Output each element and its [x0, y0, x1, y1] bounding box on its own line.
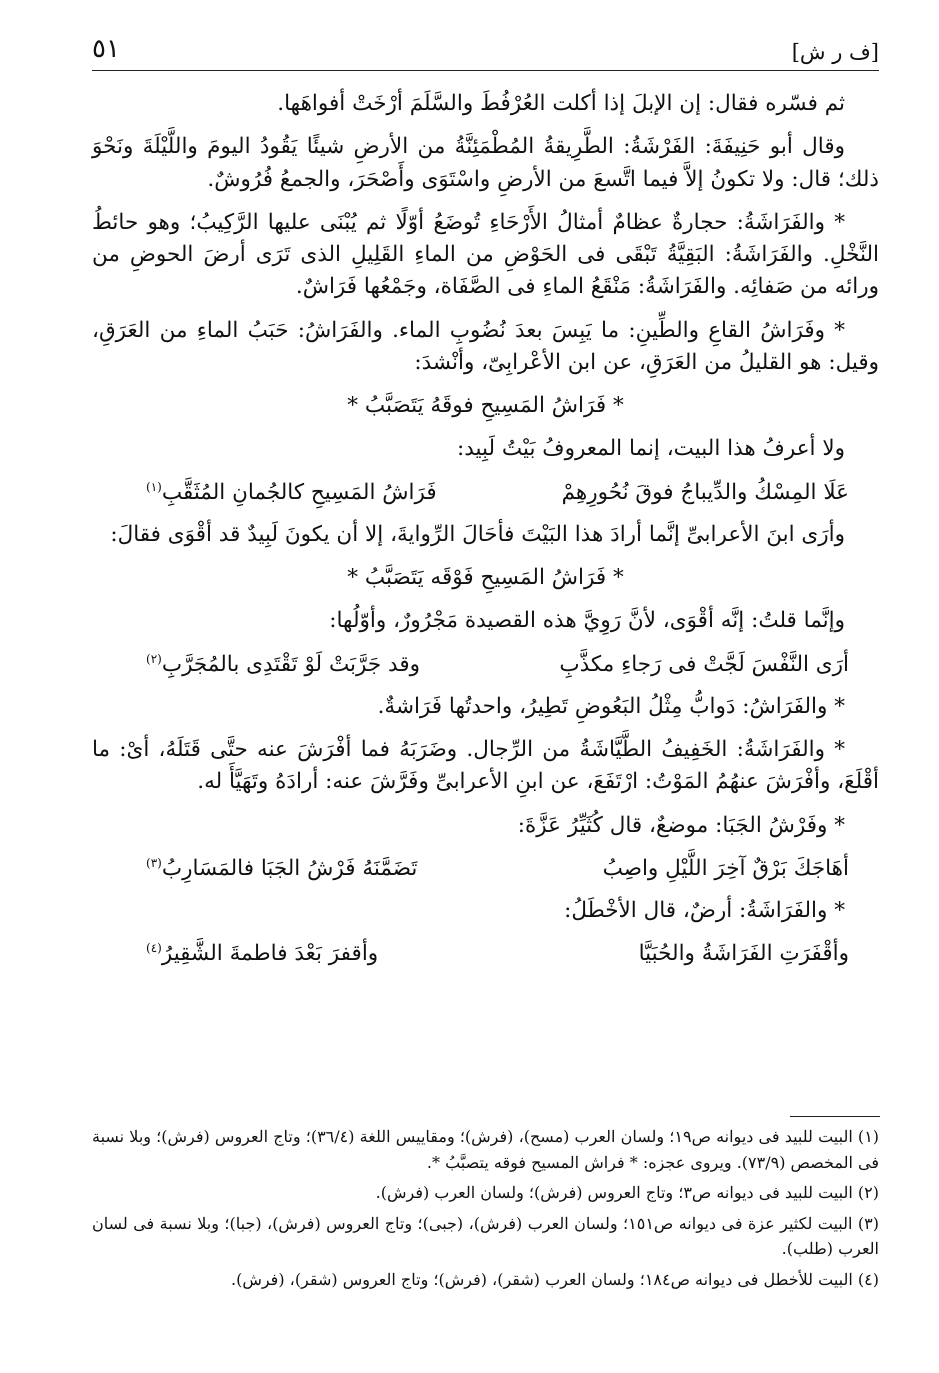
verse-second-half: وأقفرَ بَعْدَ فاطمةَ الشَّقِيرُ$^{(٤)}$	[146, 941, 379, 967]
paragraph: * والفَرَاشَةُ: الخَفِيفُ الطَّيَّاشَةُ من الرِّجال. وضَرَبَهُ فما أفْرَشَ عنه حتَّى قَتَلَهُ، أىْ: ما أقْلَعَ، وأفْرَشَ عنهُمُ المَوْتُ: ارْتَفَعَ، عن ابنِ الأعرابىِّ وفَرَّشَ عنه: أرادَهُ وتَهَيَّأَ له.	[92, 737, 879, 795]
poetry-verse	[92, 649, 879, 681]
paragraph: * والفَرَاشَةُ: حجارةٌ عظامٌ أمثالُ الأَرْحَاءِ تُوضَعُ أوّلًا ثم يُبْنَى عليها الرَّكِيبُ؛ وهو حائطُ النَّخْلِ. والفَرَاشَةُ: البَقِيَّةُ تَبْقَى فى الحَوْضِ من الماءِ القَلِيلِ الذى تَرَى أرضَ الحوضِ من ورائه من صَفائِه. والفَرَاشَةُ: مَنْقَعُ الماءِ فى الصَّفَاة، وجَمْعُها فَرَاشٌ.	[92, 209, 879, 300]
footnote: (٤) البيت للأخطل فى ديوانه ص١٨٤؛ ولسان العرب (شقر)، (فرش)؛ وتاج العروس (شقر)، (فرش).	[230, 1269, 879, 1289]
footnote-mark[interactable]: (٢)	[146, 651, 162, 666]
quoted-hemistich: * فَرَاشُ المَسِيحِ فَوْقَه يَتَصَبَّبُ *	[347, 565, 624, 590]
paragraph: ثم فسّره فقال: إن الإبلَ إذا أكلت العُرْفُطَ والسَّلَمَ أرْخَتْ أفواهَها.	[277, 91, 845, 116]
verse-first-half: عَلَا المِسْكُ والدِّيباجُ فوقَ نُحُورِهِمْ	[561, 479, 849, 505]
paragraph: ولا أعرفُ هذا البيت، إنما المعروفُ بَيْتُ لَبِيد:	[456, 436, 845, 462]
footnote: (٢) البيت للبيد فى ديوانه ص٣؛ وتاج العروس (فرش)؛ ولسان العرب (فرش).	[375, 1183, 879, 1203]
verse-first-half: أرَى النَّفْسَ لَجَّتْ فى رَجاءِ مكذَّبِ	[559, 651, 849, 677]
paragraph: وقال أبو حَنِيفَةَ: الفَرْشَةُ: الطَّرِيقةُ المُطْمَئِنَّةُ من الأرضِ شيئًا يَقُودُ اليومَ واللَّيْلَةَ ونَحْوَ ذلك؛ قال: ولا تكونُ إلاَّ فيما اتَّسعَ من الأرضِ واسْتَوَى وأَصْحَرَ، والجمعُ فُرُوشٌ.	[92, 134, 879, 192]
footnote: (١) البيت للبيد فى ديوانه ص١٩؛ ولسان العرب (مسح)، (فرش)؛ ومقاييس اللغة (٣٦/٤)؛ وتاج العروس (فرش)؛ وبلا نسبة فى المخصص (٧٣/٩). ويروى عجزه: * فراش المسيح فوقه يتصبَّبُ *.	[92, 1127, 880, 1172]
poetry-verse	[92, 938, 879, 970]
verse-first-half: أهَاجَكَ بَرْقٌ آخِرَ اللَّيْلِ واصِبُ	[602, 855, 849, 881]
verse-second-half: وقد جَرَّبَتْ لَوْ تَقْتَدِى بالمُجَرَّبِ$^{(٢)}$	[146, 651, 420, 677]
poetry-verse	[92, 853, 879, 885]
paragraph: * والفَرَاشُ: دَوابُّ مِثْلُ البَعُوضِ تَطِيرُ، واحدتُها فَرَاشةٌ.	[377, 693, 845, 719]
footnotes	[92, 1124, 879, 1298]
verse-second-half: فَرَاشُ المَسِيحِ كالجُمانِ المُثَقَّبِ$^{(١)}$	[146, 479, 437, 505]
entry-root-title: [ف ر ش]	[791, 40, 879, 64]
main-text	[92, 88, 879, 981]
page-number: ٥١	[92, 34, 120, 64]
verse-second-half: تَضَمَّنَهُ فَرْشُ الجَبَا فالمَسَارِبُ$^{(٣)}$	[146, 855, 418, 881]
footnote: (٣) البيت لكثير عزة فى ديوانه ص١٥١؛ ولسان العرب (فرش)، (جبى)؛ وتاج العروس (فرش)، (جبا)؛ وبلا نسبة فى لسان العرب (طلب).	[92, 1213, 879, 1259]
footnote-divider	[790, 1116, 880, 1117]
poetry-verse	[92, 477, 879, 509]
paragraph: * والفَرَاشَةُ: أرضٌ، قال الأخْطَلُ:	[564, 898, 845, 923]
paragraph: وإنَّما قلتُ: إنَّه أقْوَى، لأنَّ رَوِيَّ هذه القصيدة مَجْرُورٌ، وأوّلُها:	[329, 608, 845, 634]
paragraph: وأرَى ابنَ الأعرابىِّ إنَّما أرادَ هذا البَيْتَ فأحَالَ الرِّوايةَ، إلا أن يكونَ لَبِيدٌ قد أقْوَى فقالَ:	[110, 521, 845, 547]
page-header	[92, 30, 879, 71]
paragraph: * وفَرَاشُ القاعِ والطِّينِ: ما يَبِسَ بعدَ نُضُوبِ الماء. والفَرَاشُ: حَبَبُ الماءِ من العَرَقِ، وقيل: هو القليلُ من العَرَقِ، عن ابن الأعْرابِىّ، وأنْشدَ:	[92, 317, 879, 375]
footnote-mark[interactable]: (١)	[146, 479, 162, 494]
footnote-mark[interactable]: (٤)	[146, 941, 162, 956]
paragraph: * وفَرْشُ الجَبَا: موضعٌ، قال كُثَيِّرُ عَزَّةَ:	[517, 812, 845, 838]
footnote-mark[interactable]: (٣)	[146, 855, 162, 870]
verse-first-half: وأقْفَرَتِ الفَرَاشَةُ والحُبَيَّا	[638, 941, 849, 967]
quoted-hemistich: * فَرَاشُ المَسِيحِ فوقَهُ يَتَصَبَّبُ *	[347, 393, 624, 418]
